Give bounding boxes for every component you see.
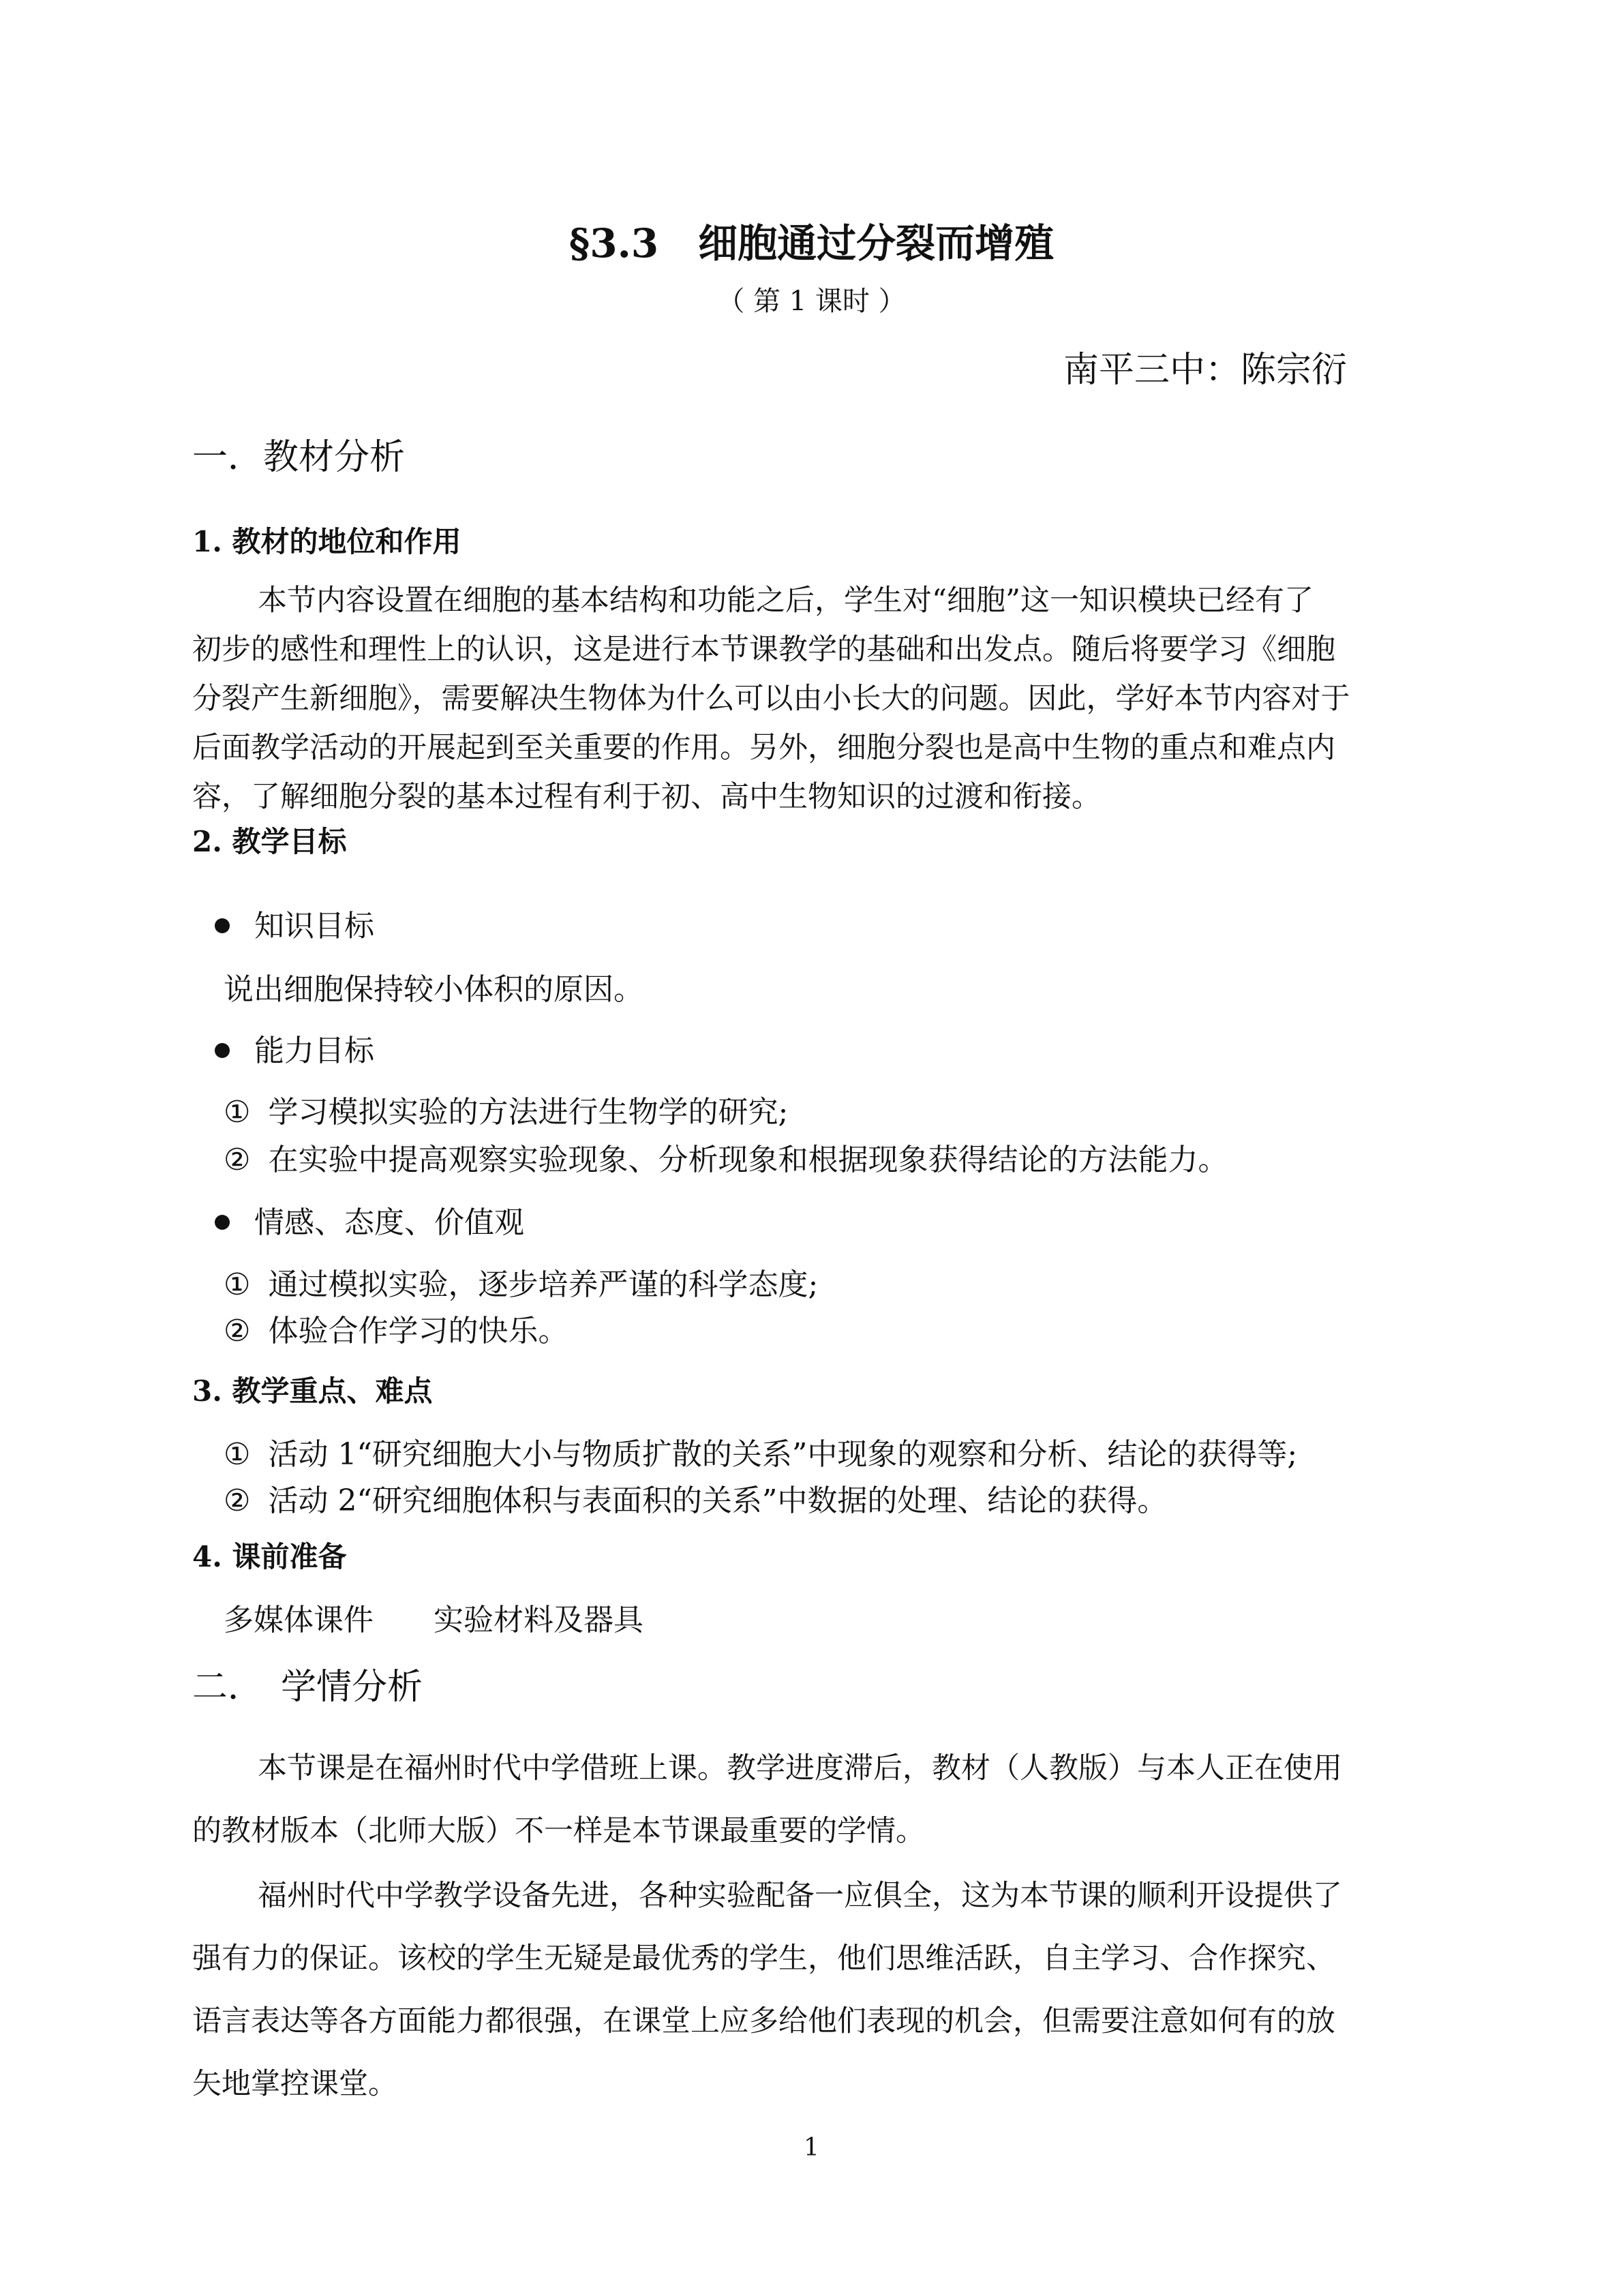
ability-goal-label: 能力目标 [254,1033,374,1068]
ability-item [224,1087,788,1131]
knowledge-goal-label: 知识目标 [254,909,374,943]
section1-heading: 一．教材分析 [192,437,406,478]
ability-item [224,1135,1228,1179]
emotion-item [224,1260,818,1303]
section2-heading: 二． 学情分析 [192,1667,423,1708]
item-number: ② [224,1314,251,1348]
s1-line: 后面教学活动的开展起到至关重要的作用。另外，细胞分裂也是高中生物的重点和难点内 [192,731,1335,765]
item-text: 体验合作学习的快乐。 [268,1314,568,1348]
emotion-goal-bullet [215,1198,524,1241]
item-text: 活动 1“研究细胞大小与物质扩散的关系”中现象的观察和分析、结论的获得等; [268,1437,1298,1472]
knowledge-goal-bullet [215,901,374,945]
item-number: ② [224,1483,251,1518]
item-text: 活动 2“研究细胞体积与表面积的关系”中数据的处理、结论的获得。 [268,1483,1168,1518]
knowledge-goal-text: 说出细胞保持较小体积的原因。 [224,972,643,1007]
s1-line: 分裂产生新细胞》，需要解决生物体为什么可以由小长大的问题。因此，学好本节内容对于 [192,682,1350,716]
s1-line: 初步的感性和理性上的认识，这是进行本节课教学的基础和出发点。随后将要学习《细胞 [192,633,1335,667]
bullet-dot-icon [215,1215,230,1230]
s2-heading: 2. 教学目标 [192,825,347,858]
ability-goal-bullet [215,1026,374,1070]
item-number: ① [224,1437,251,1472]
page-number: 1 [804,2134,819,2162]
bullet-dot-icon [215,1043,230,1058]
item-text: 通过模拟实验，逐步培养严谨的科学态度; [268,1267,819,1302]
emotion-item [224,1306,568,1350]
item-number: ① [224,1267,251,1302]
s2-p2-line: 矢地掌控课堂。 [192,2067,397,2101]
s2-p1-line: 本节课是在福州时代中学借班上课。教学进度滞后，教材（人教版）与本人正在使用 [258,1751,1342,1785]
s4-heading: 4. 课前准备 [192,1540,347,1573]
s1-line: 容，了解细胞分裂的基本过程有利于初、高中生物知识的过渡和衔接。 [192,780,1101,814]
s3-heading: 3. 教学重点、难点 [192,1374,433,1408]
key-point-item [224,1476,1167,1520]
s2-paragraph-2 [192,1864,1487,2115]
document-subtitle: （ 第 1 课时 ） [717,286,906,317]
s2-p2-line: 福州时代中学教学设备先进，各种实验配备一应俱全，这为本节课的顺利开设提供了 [258,1879,1342,1913]
item-text: 在实验中提高观察实验现象、分析现象和根据现象获得结论的方法能力。 [268,1143,1228,1177]
key-point-item [224,1430,1297,1473]
author-line: 南平三中：陈宗衍 [1063,350,1348,391]
item-number: ① [224,1095,251,1130]
preparation-text: 多媒体课件 实验材料及器具 [224,1603,643,1637]
s1-heading: 1. 教材的地位和作用 [192,525,461,558]
s2-p2-line: 语言表达等各方面能力都很强，在课堂上应多给他们表现的机会，但需要注意如何有的放 [192,2004,1335,2038]
item-text: 学习模拟实验的方法进行生物学的研究; [268,1095,789,1130]
s1-line: 本节内容设置在细胞的基本结构和功能之后，学生对“细胞”这一知识模块已经有了 [258,584,1314,618]
s2-p2-line: 强有力的保证。该校的学生无疑是最优秀的学生，他们思维活跃，自主学习、合作探究、 [192,1942,1335,1976]
emotion-goal-label: 情感、态度、价值观 [254,1205,524,1240]
bullet-dot-icon [215,918,230,933]
s2-p1-line: 的教材版本（北师大版）不一样是本节课最重要的学情。 [192,1814,925,1848]
item-number: ② [224,1143,251,1177]
document-title: §3.3 细胞通过分裂而增殖 [568,220,1055,267]
s1-paragraph [192,576,1487,821]
s2-paragraph-1 [192,1737,1487,1862]
